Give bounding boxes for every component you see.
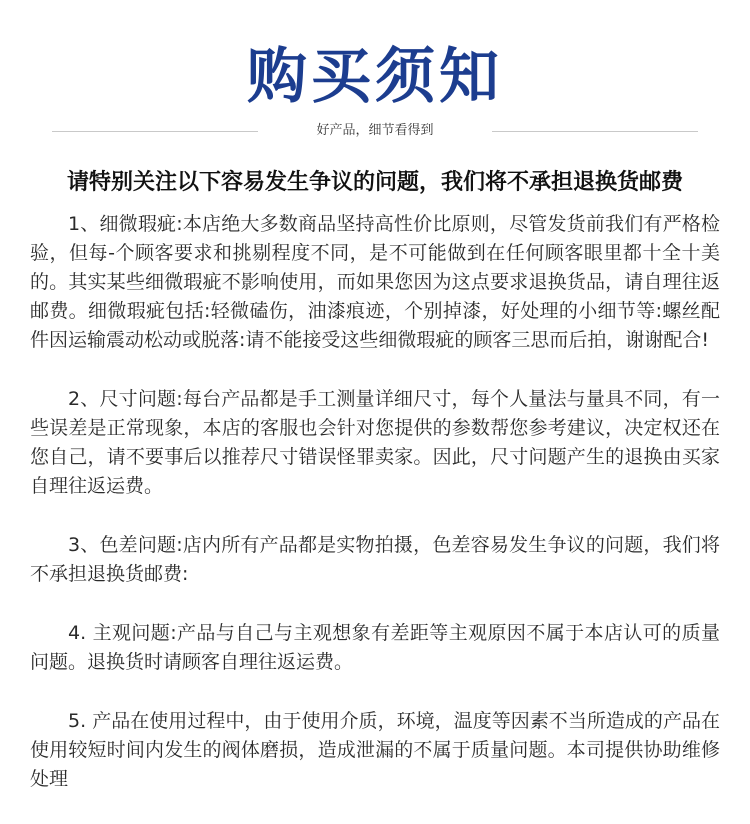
page-subtitle: 好产品，细节看得到 [316,123,434,138]
subtitle-row [52,120,698,142]
section-size: 2、尺寸问题:每台产品都是手工测量详细尺寸，每个人量法与量具不同，有一些误差是正常现象，本店的客服也会针对您提供的参数帮您参考建议，决定权还在您自己，请不要事后以推荐尺寸错误怪罪卖家。因此，尺寸问题产生的退换由买家自理往返运费。 [30,388,720,497]
notice-headline: 请特别关注以下容易发生争议的问题，我们将不承担退换货邮费 [66,170,683,195]
section-color: 3、色差问题:店内所有产品都是实物拍摄，色差容易发生争议的问题，我们将不承担退换货邮费: [30,534,720,585]
section-flaws: 1、细微瑕疵:本店绝大多数商品坚持高性价比原则，尽管发货前我们有严格检验，但每-个顾客要求和挑剔程度不同，是不可能做到在任何顾客眼里都十全十美的。其实某些细微瑕疵不影响使用，而如果您因为这点要求退换货品，请自理往返邮费。细微瑕疵包括:轻微磕伤，油漆痕迹，个别掉漆，好处理的小细节等:螺丝配件因运输震动松动或脱落:请不能接受这些细微瑕疵的顾客三思而后拍，谢谢配合! [30,213,720,351]
section-subjective: 4. 主观问题:产品与自己与主观想象有差距等主观原因不属于本店认可的质量问题。退换货时请顾客自理往返运费。 [30,622,720,673]
right-divider [492,131,698,132]
notice-body [30,210,720,824]
page-title: 购买须知 [247,42,503,112]
section-usage: 5. 产品在使用过程中，由于使用介质，环境，温度等因素不当所造成的产品在使用较短时间内发生的阀体磨损，造成泄漏的不属于质量问题。本司提供协助维修处理 [30,710,720,790]
left-divider [52,131,258,132]
